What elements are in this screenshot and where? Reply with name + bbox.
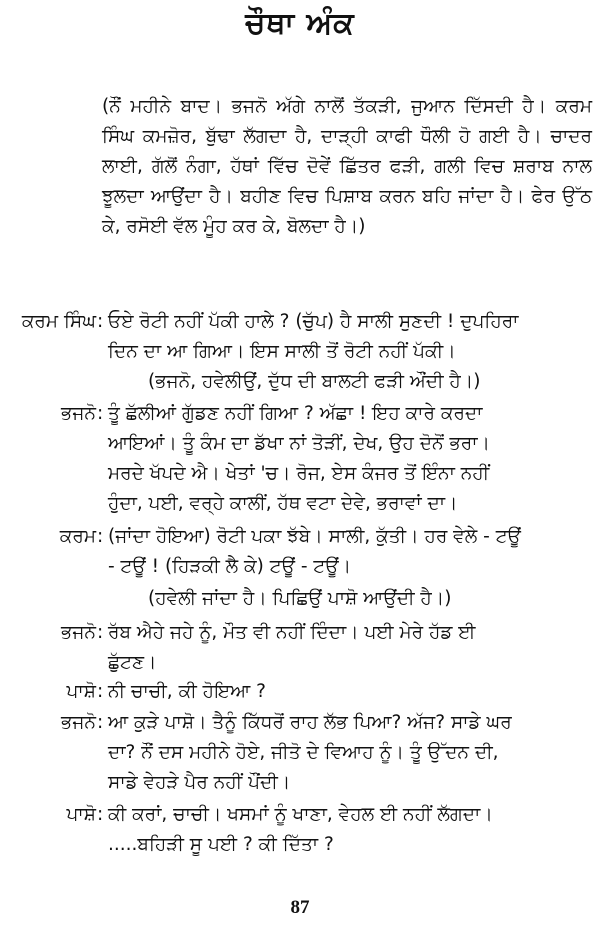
speaker-colon: : (97, 403, 104, 424)
dialogue-line: ਦਾ? ਨੌਂ ਦਸ ਮਹੀਨੇ ਹੋਏ, ਜੀਤੋ ਦੇ ਵਿਆਹ ਨੂੰ। ਤੂੰ ਉੱਦਨ ਦੀ, (108, 742, 499, 763)
dialogue-line: (ਜਾਂਦਾ ਹੋਇਆ) ਰੋਟੀ ਪਕਾ ਝੱਬੇ। ਸਾਲੀ, ਕੁੱਤੀ। ਹਰ ਵੇਲੇ - ਟਊਂ (108, 526, 521, 547)
speaker-name: ਭਜਨੋ (61, 403, 96, 424)
stage-direction-bhajno-enters: (ਭਜਨੋ, ਹਵੇਲੀਉਂ, ਦੁੱਧ ਦੀ ਬਾਲਟੀ ਫੜੀ ਔਂਦੀ ਹੈ।) (148, 371, 481, 392)
speaker-colon: : (97, 712, 104, 733)
speaker-name: ਪਾਸ਼ੋ (66, 804, 96, 825)
speaker-name: ਪਾਸ਼ੋ (66, 681, 96, 702)
page-number: 87 (290, 897, 310, 918)
dialogue-text (108, 522, 596, 582)
dialogue-line: - ਟਊਂ ! (ਹਿੜਕੀ ਲੈ ਕੇ) ਟਊਂ - ਟਊਂ। (108, 556, 352, 577)
dialogue-text (108, 307, 596, 367)
dialogue-line: ਆਇਆਂ। ਤੂੰ ਕੰਮ ਦਾ ਡੱਖਾ ਨਾਂ ਤੋੜੀਂ, ਦੇਖ, ਉਹ ਦੋਨੋਂ ਭਰਾ। (108, 433, 491, 454)
dialogue-text (108, 800, 596, 860)
dialogue-line: ਮਰਦੇ ਖੱਪਦੇ ਐ। ਖੇਤਾਂ 'ਚ। ਰੋਜ, ਏਸ ਕੰਜਰ ਤੋਂ ਇੰਨਾ ਨਹੀਂ (108, 463, 490, 484)
stage-direction-pasho-arrives: (ਹਵੇਲੀ ਜਾਂਦਾ ਹੈ। ਪਿਛਿਉਂ ਪਾਸ਼ੋ ਆਉਂਦੀ ਹੈ।) (148, 588, 452, 609)
dialogue-line: ਦਿਨ ਦਾ ਆ ਗਿਆ। ਇਸ ਸਾਲੀ ਤੋਂ ਰੋਟੀ ਨਹੀਂ ਪੱਕੀ। (108, 341, 456, 362)
speaker-colon: : (97, 526, 104, 547)
dialogue-line: ਓਏ ਰੋਟੀ ਨਹੀਂ ਪੱਕੀ ਹਾਲੇ ? (ਚੁੱਪ) ਹੈ ਸਾਲੀ ਸੁਣਦੀ ! ਦੁਪਹਿਰਾ (108, 311, 519, 332)
dialogue-line: ਸਾਡੇ ਵੇਹੜੇ ਪੈਰ ਨਹੀਂ ਪੌਂਦੀ। (108, 772, 291, 793)
dialogue-text (108, 618, 596, 678)
dialogue-text (108, 677, 596, 707)
dialogue-text (108, 399, 596, 519)
speaker-colon: : (97, 681, 104, 702)
dialogue-line: ਛੁੱਟਣ। (108, 652, 157, 673)
dialogue-text (108, 708, 596, 798)
speaker-colon: : (97, 622, 104, 643)
dialogue-line: ਰੱਬ ਐਹੇ ਜਹੇ ਨੂੰ, ਮੌਤ ਵੀ ਨਹੀਂ ਦਿੰਦਾ। ਪਈ ਮੇਰੇ ਹੱਡ ਈ (108, 622, 476, 643)
opening-stage-direction: (ਨੌਂ ਮਹੀਨੇ ਬਾਦ। ਭਜਨੋ ਅੱਗੇ ਨਾਲੋਂ ਤੱਕੜੀ, ਜੁਆਨ ਦਿੱਸਦੀ ਹੈ। ਕਰਮ ਸਿੰਘ ਕਮਜ਼ੋਰ, ਬੁੱਢਾ ਲੱਗਦਾ ਹੈ, ਦਾੜ੍ਹੀ ਕਾਫੀ ਧੌਲੀ ਹੋ ਗਈ ਹੈ। ਚਾਦਰ ਲਾਈ, ਗੱਲੋਂ ਨੰਗਾ, ਹੱਥਾਂ ਵਿੱਚ ਦੋਵੇਂ ਛਿੱਤਰ ਫੜੀ, ਗਲੀ ਵਿਚ ਸ਼ਰਾਬ ਨਾਲ ਝੂਲਦਾ ਆਉਂਦਾ ਹੈ। ਬਹੀਣ ਵਿਚ ਪਿਸ਼ਾਬ ਕਰਨ ਬਹਿ ਜਾਂਦਾ ਹੈ। ਫੇਰ ਉੱਠ ਕੇ, ਰਸੋਈ ਵੱਲ ਮੂੰਹ ਕਰ ਕੇ, ਬੋਲਦਾ ਹੈ।) (102, 96, 592, 237)
speaker-colon: : (97, 804, 104, 825)
speaker-name: ਕਰਮ (59, 526, 96, 547)
dialogue-line: .....ਬਹਿੜੀ ਸੂ ਪਈ ? ਕੀ ਦਿੱਤਾ ? (108, 834, 334, 855)
dialogue-line: ਕੀ ਕਰਾਂ, ਚਾਚੀ। ਖਸਮਾਂ ਨੂੰ ਖਾਣਾ, ਵੇਹਲ ਈ ਨਹੀਂ ਲੱਗਦਾ। (108, 804, 493, 825)
speaker-name: ਭਜਨੋ (61, 712, 96, 733)
speaker-colon: : (97, 311, 104, 332)
speaker-name: ਭਜਨੋ (61, 622, 96, 643)
dialogue-line: ਆ ਕੁੜੇ ਪਾਸ਼ੋ। ਤੈਨੂੰ ਕਿੱਧਰੋਂ ਰਾਹ ਲੱਭ ਪਿਆ? ਅੱਜ? ਸਾਡੇ ਘਰ (108, 712, 512, 733)
dialogue-line: ਨੀ ਚਾਚੀ, ਕੀ ਹੋਇਆ ? (108, 681, 266, 702)
speaker-name: ਕਰਮ ਸਿੰਘ (21, 311, 96, 332)
dialogue-line: ਤੂੰ ਛੱਲੀਆਂ ਗੁੱਡਣ ਨਹੀਂ ਗਿਆ ? ਅੱਛਾ ! ਇਹ ਕਾਰੇ ਕਰਦਾ (108, 403, 483, 424)
dialogue-line: ਹੁੰਦਾ, ਪਈ, ਵਰ੍ਹੇ ਕਾਲੀਂ, ਹੱਥ ਵਟਾ ਦੇਵੇ, ਭਰਾਵਾਂ ਦਾ। (108, 493, 458, 514)
chapter-title: ਚੌਥਾ ਅੰਕ (245, 6, 355, 41)
